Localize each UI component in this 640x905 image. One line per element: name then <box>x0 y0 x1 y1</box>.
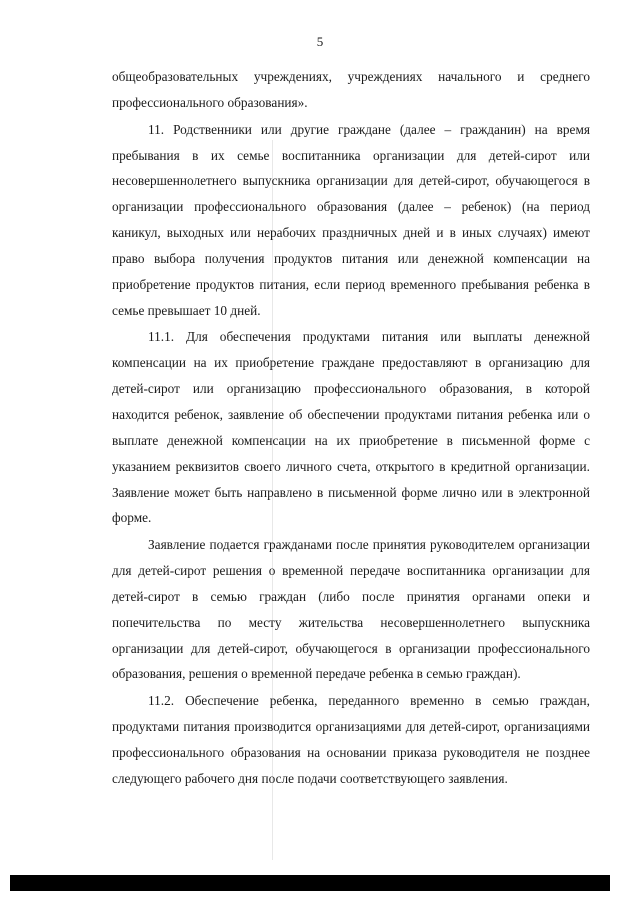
paragraph-application: Заявление подается гражданами после принятия руководителем организации для детей-сирот решения о временной передаче воспитанника организации для детей-сирот в семью граждан (либо после принятия органами опеки и попечительства по месту жительства несовершеннолетнего выпускника организации для детей-сирот, обучающегося в организации профессионального образования, решения о временной передаче ребенка в семью граждан). <box>112 537 590 682</box>
document-body <box>112 64 590 792</box>
paragraph-continuation: общеобразовательных учреждениях, учреждениях начального и среднего профессионального образования». <box>112 69 590 110</box>
paragraph-11: 11. Родственники или другие граждане (далее – гражданин) на время пребывания в их семье воспитанника организации для детей-сирот или несовершеннолетнего выпускника организации для детей-сирот, обучающегося в организации профессионального образования (далее – ребенок) (на период каникул, выходных или нерабочих праздничных дней и в иных случаях) имеют право выбора получения продуктов питания или денежной компенсации на приобретение продуктов питания, если период временного пребывания ребенка в семье превышает 10 дней. <box>112 121 590 318</box>
paragraph-11-2: 11.2. Обеспечение ребенка, переданного временно в семью граждан, продуктами питания производится организациями для детей-сирот, организациями профессионального образования на основании приказа руководителя не позднее следующего рабочего дня после подачи соответствующего заявления. <box>112 693 590 786</box>
page-number: 5 <box>316 34 324 49</box>
scan-bottom-edge <box>10 875 610 891</box>
paragraph-11-1: 11.1. Для обеспечения продуктами питания или выплаты денежной компенсации на их приобретение граждане предоставляют в организацию для детей-сирот или организацию профессионального образования, в которой находится ребенок, заявление об обеспечении продуктами питания ребенка или о выплате денежной компенсации на их приобретение в письменной форме с указанием реквизитов своего личного счета, открытого в кредитной организации. Заявление может быть направлено в письменной форме лично или в электронной форме. <box>112 329 590 526</box>
